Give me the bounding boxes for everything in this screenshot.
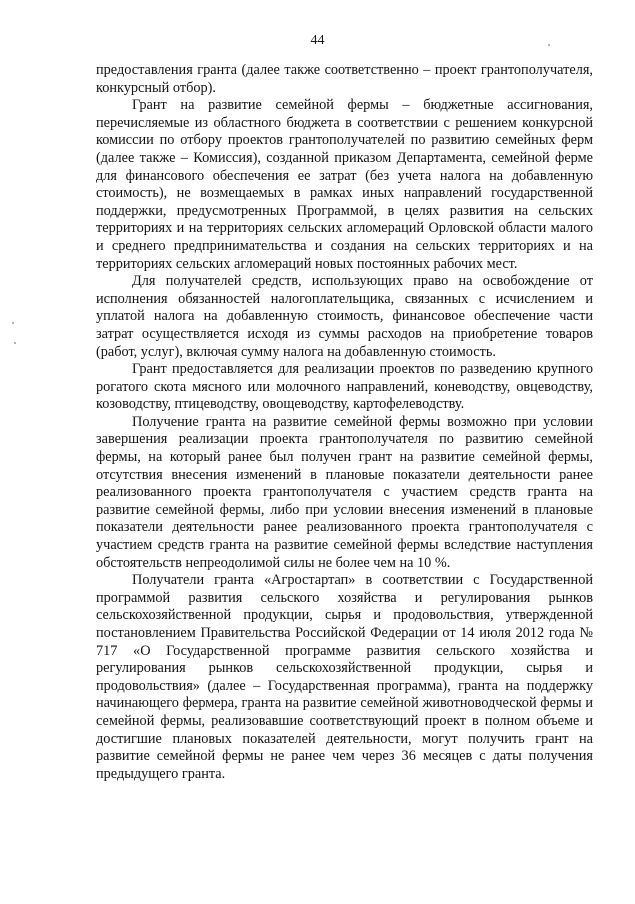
- page-number: 44: [310, 33, 325, 48]
- paragraph: Получатели гранта «Агростартап» в соответствии с Государственной программой развития сельского хозяйства и регулирования рынков сельскохозяйственной продукции, сырья и продовольствия, утвержденной постановлением Правительства Российской Федерации от 14 июля 2012 года № 717 «О Государственной программе развития сельского хозяйства и регулирования рынков сельскохозяйственной продукции, сырья и продовольствия» (далее – Государственная программа), гранта на поддержку начинающего фермера, гранта на развитие семейной животноводческой фермы и семейной фермы, реализовавшие соответствующий проект в полном объеме и достигшие плановых показателей деятельности, могут получить грант на развитие семейной фермы не ранее чем через 36 месяцев с даты получения предыдущего гранта.: [96, 572, 593, 782]
- scan-speck: [14, 342, 16, 344]
- body-text: [96, 62, 593, 783]
- scan-speck: [548, 44, 550, 46]
- paragraph: Грант предоставляется для реализации проектов по разведению крупного рогатого скота мясного или молочного направлений, коневодству, овцеводству, козоводству, птицеводству, овощеводству, картофелеводству.: [96, 361, 593, 413]
- paragraph: предоставления гранта (далее также соответственно – проект грантополучателя, конкурсный отбор).: [96, 62, 593, 96]
- scan-speck: [12, 322, 14, 324]
- paragraph: Грант на развитие семейной фермы – бюджетные ассигнования, перечисляемые из областного бюджета в соответствии с решением конкурсной комиссии по отбору проектов грантополучателей по развитию семейных ферм (далее также – Комиссия), созданной приказом Департамента, семейной ферме для финансового обеспечения ее затрат (без учета налога на добавленную стоимость), не возмещаемых в рамках иных направлений государственной поддержки, предусмотренных Программой, в целях развития на сельских территориях и на территориях сельских агломераций Орловской области малого и среднего предпринимательства и создания на сельских территориях и на территориях сельских агломераций новых постоянных рабочих мест.: [96, 97, 593, 272]
- paragraph: Получение гранта на развитие семейной фермы возможно при условии завершения реализации проекта грантополучателя по развитию семейной фермы, на который ранее был получен грант на развитие семейной фермы, отсутствия внесения изменений в плановые показатели деятельности ранее реализованного проекта грантополучателя с участием средств гранта на развитие семейной фермы, либо при условии внесения изменений в плановые показатели деятельности ранее реализованного проекта грантополучателя с участием средств гранта на развитие семейной фермы вследствие наступления обстоятельств непреодолимой силы не более чем на 10 %.: [96, 413, 593, 571]
- paragraph: Для получателей средств, использующих право на освобождение от исполнения обязанностей налогоплательщика, связанных с исчислением и уплатой налога на добавленную стоимость, финансовое обеспечение части затрат осуществляется исходя из суммы расходов на приобретение товаров (работ, услуг), включая сумму налога на добавленную стоимость.: [96, 273, 593, 360]
